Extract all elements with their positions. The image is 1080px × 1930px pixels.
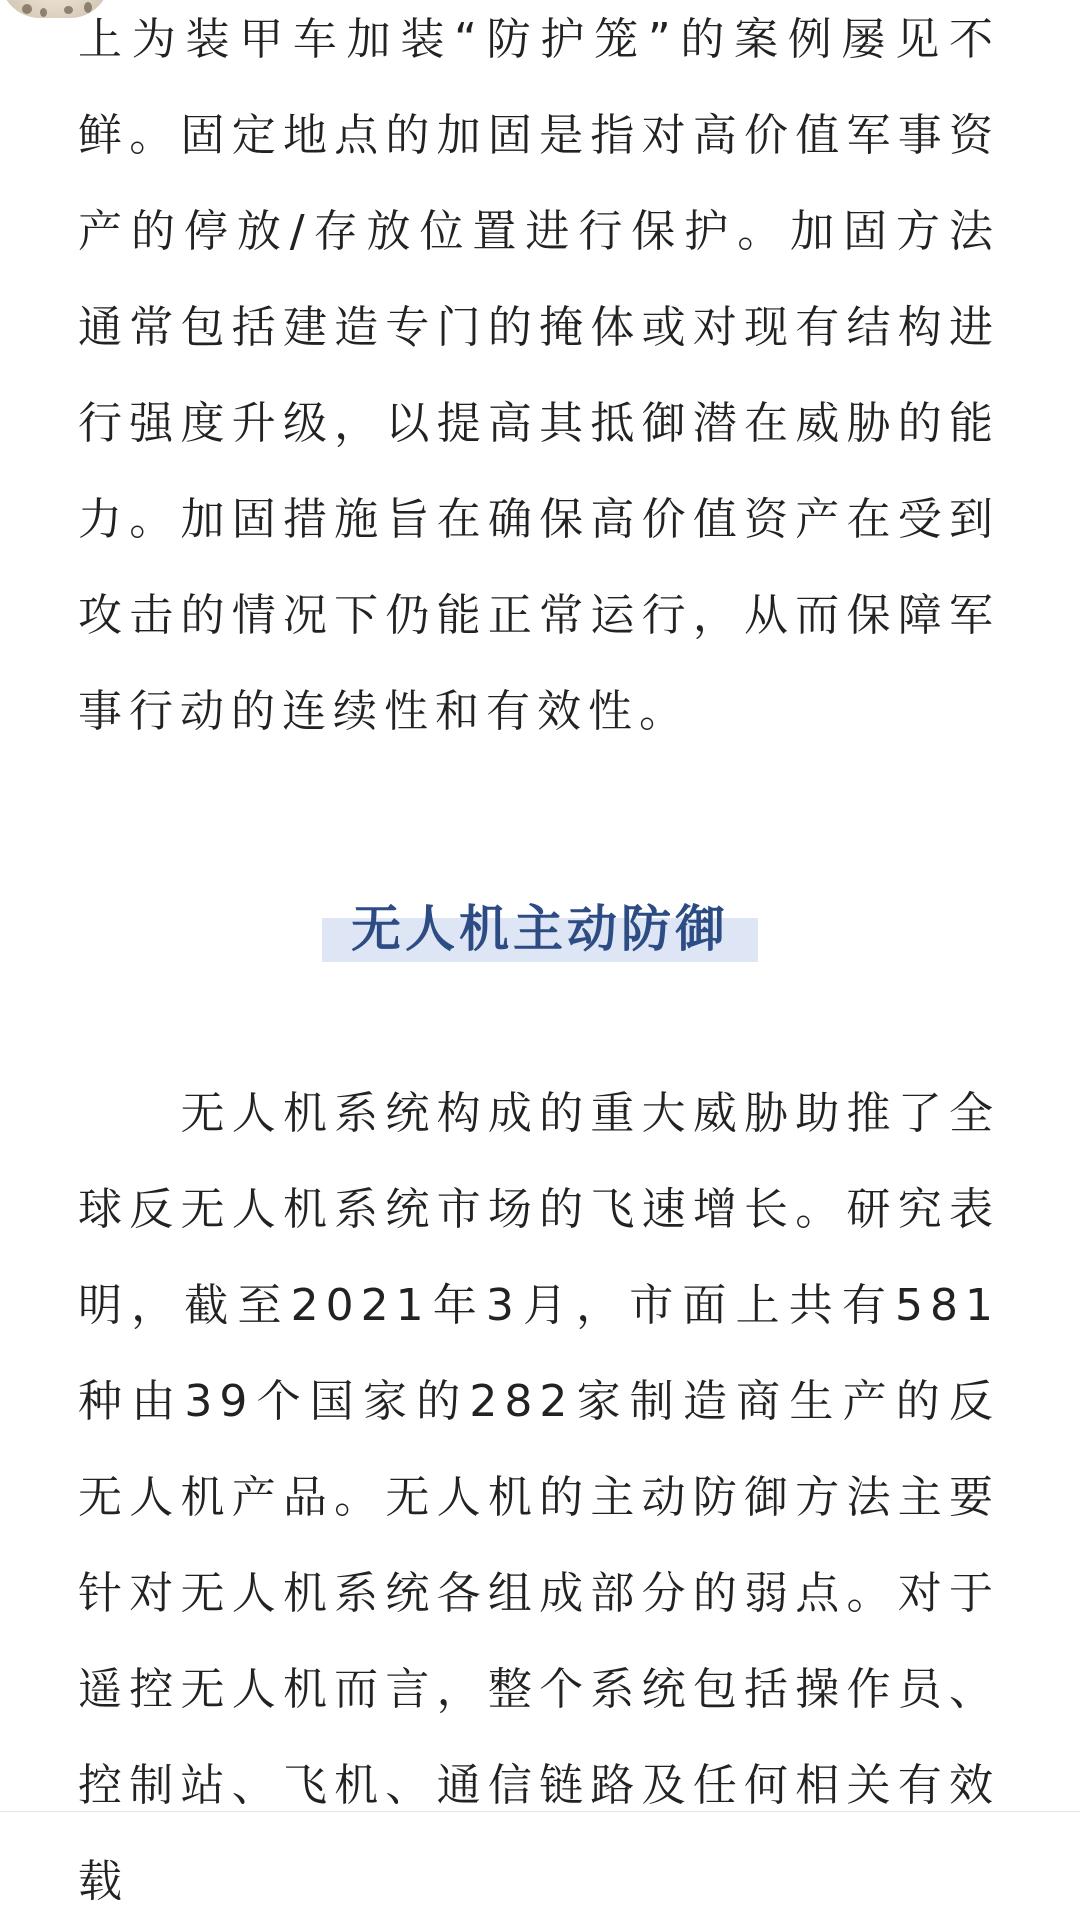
section-heading-title: 无人机主动防御 <box>351 900 729 958</box>
avatar-texture <box>64 6 73 14</box>
bottom-divider <box>0 1811 1080 1812</box>
avatar-texture <box>40 8 47 17</box>
paragraph-hardening: 上为装甲车加装“防护笼”的案例屡见不鲜。固定地点的加固是指对高价值军事资产的停放/存放位置进行保护。加固方法通常包括建造专门的掩体或对现有结构进行强度升级，以提高其抵御潜在威胁的能力。加固措施旨在确保高价值资产在受到攻击的情况下仍能正常运行，从而保障军事行动的连续性和有效性。 <box>78 14 1000 737</box>
avatar-texture <box>22 4 32 14</box>
section-heading <box>322 900 758 962</box>
paragraph-drone-defense: 无人机系统构成的重大威胁助推了全球反无人机系统市场的飞速增长。研究表明，截至2021年3月，市面上共有581种由39个国家的282家制造商生产的反无人机产品。无人机的主动防御方法主要针对无人机系统各组成部分的弱点。对于遥控无人机而言，整个系统包括操作员、控制站、飞机、通信链路及任何相关有效载 <box>78 1088 1000 1907</box>
